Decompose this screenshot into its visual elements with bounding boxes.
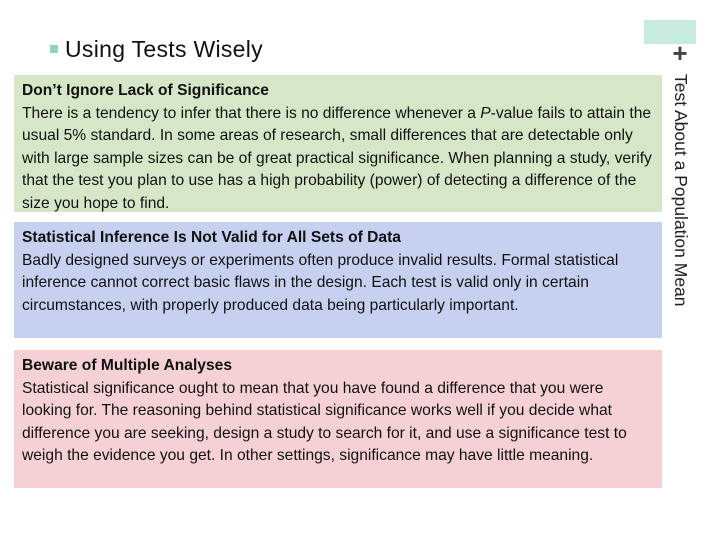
section-inference-validity <box>14 222 662 338</box>
square-bullet-icon <box>50 45 58 53</box>
slide-title <box>50 34 263 64</box>
section-lack-of-significance <box>14 75 662 212</box>
section-heading: Statistical Inference Is Not Valid for All Sets of Data <box>22 229 401 246</box>
section-body-text: There is a tendency to infer that there is no difference whenever a <box>22 104 481 122</box>
section-body <box>22 105 652 212</box>
section-multiple-analyses <box>14 350 662 488</box>
section-heading: Beware of Multiple Analyses <box>22 357 232 374</box>
vertical-title-text: Test About a Population Mean <box>671 74 691 307</box>
section-body: Statistical significance ought to mean that you have found a difference that you were looking for. The reasoning behind statistical significance works well if you decide what difference you are seeking, design a study to search for it, and use a significance test to weigh the evidence you get. In other settings, significance may have little meaning. <box>22 379 627 464</box>
section-body-text-cont: -value fails to attain the usual 5% standard. In some areas of research, small differences that are detectable only with large sample sizes can be of great practical significance. When planning a study, verify that the test you plan to use has a high probability (power) of detecting a difference of the size you hope to find. <box>22 104 652 212</box>
p-value-symbol: P <box>480 104 491 122</box>
slide-title-text: Using Tests Wisely <box>65 35 263 62</box>
plus-icon: + <box>672 38 688 68</box>
section-heading: Don’t Ignore Lack of Significance <box>22 82 269 99</box>
section-body: Badly designed surveys or experiments often produce invalid results. Formal statistical inference cannot correct basic flaws in the design. Each test is valid only in certain circumstances, with properly produced data being particularly important. <box>22 251 619 314</box>
vertical-section-title <box>666 74 696 352</box>
